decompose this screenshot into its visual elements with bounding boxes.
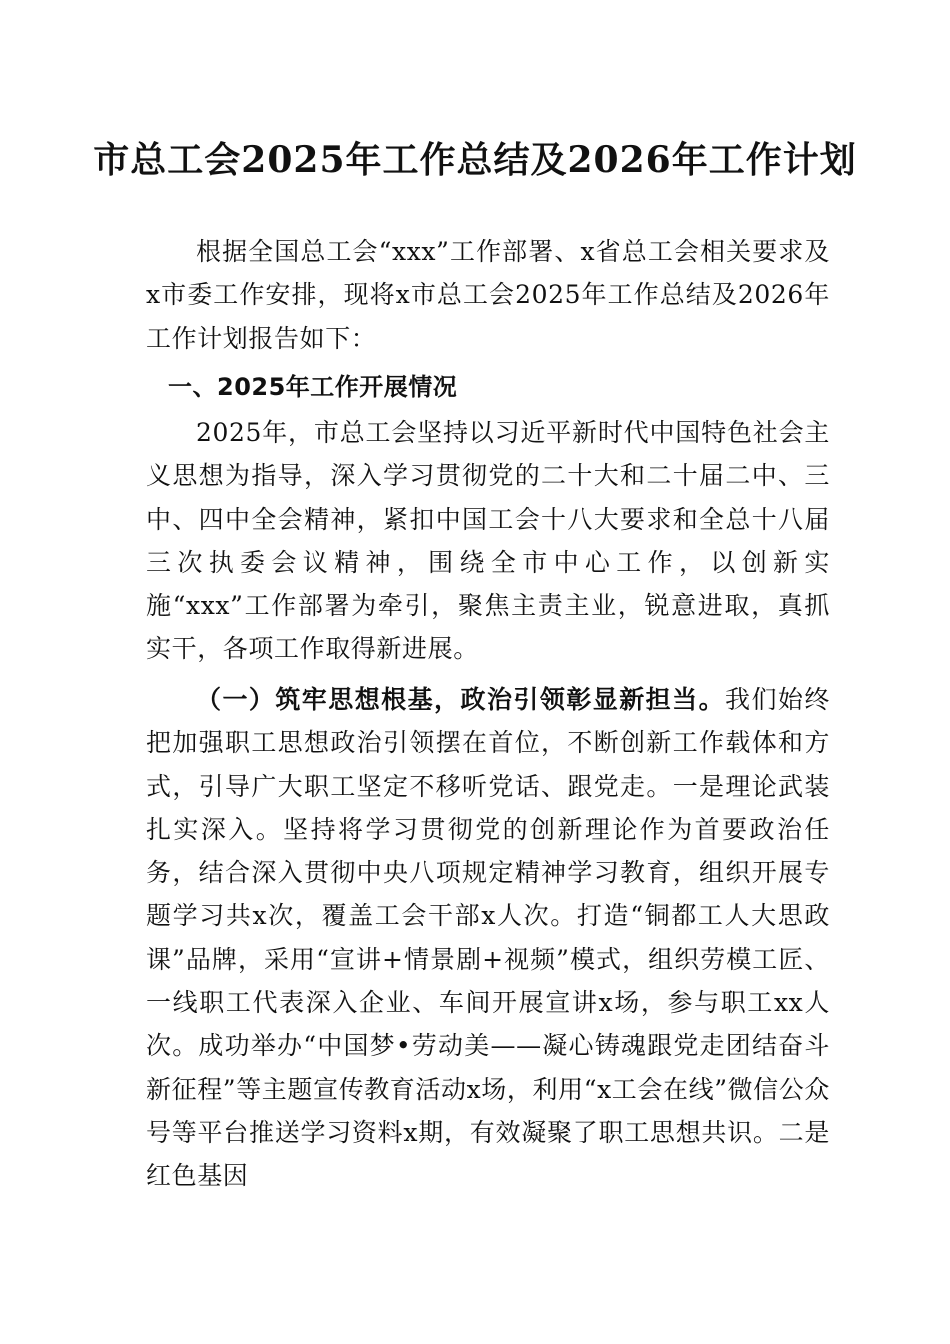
subsection-title: （一）筑牢思想根基，政治引领彰显新担当。 [196, 685, 726, 714]
subsection-text: 我们始终把加强职工思想政治引领摆在首位，不断创新工作载体和方式，引导广大职工坚定不移听党话、跟党走。一是理论武装扎实深入。坚持将学习贯彻党的创新理论作为首要政治任务，结合深入贯彻中央八项规定精神学习教育，组织开展专题学习共x次，覆盖工会干部x人次。打造“铜都工人大思政课”品牌，采用“宣讲+情景剧+视频”模式，组织劳模工匠、一线职工代表深入企业、车间开展宣讲x场，参与职工xx人次。成功举办“中国梦•劳动美——凝心铸魂跟党走团结奋斗新征程”等主题宣传教育活动x场，利用“x工会在线”微信公众号等平台推送学习资料x期，有效凝聚了职工思想共识。二是红色基因 [146, 685, 830, 1191]
document-title: 市总工会2025年工作总结及2026年工作计划 [93, 139, 857, 181]
section-paragraph: 2025年，市总工会坚持以习近平新时代中国特色社会主义思想为指导，深入学习贯彻党的二十大和二十届二中、三中、四中全会精神，紧扣中国工会十八大要求和全总十八届三次执委会议精神，围绕全市中心工作，以创新实施“xxx”工作部署为牵引，聚焦主责主业，锐意进取，真抓实干，各项工作取得新进展。 [146, 418, 830, 664]
intro-paragraph: 根据全国总工会“xxx”工作部署、x省总工会相关要求及x市委工作安排，现将x市总工会2025年工作总结及2026年工作计划报告如下： [146, 237, 830, 353]
section-heading: 一、2025年工作开展情况 [168, 373, 458, 401]
subsection-paragraph [146, 678, 830, 1198]
